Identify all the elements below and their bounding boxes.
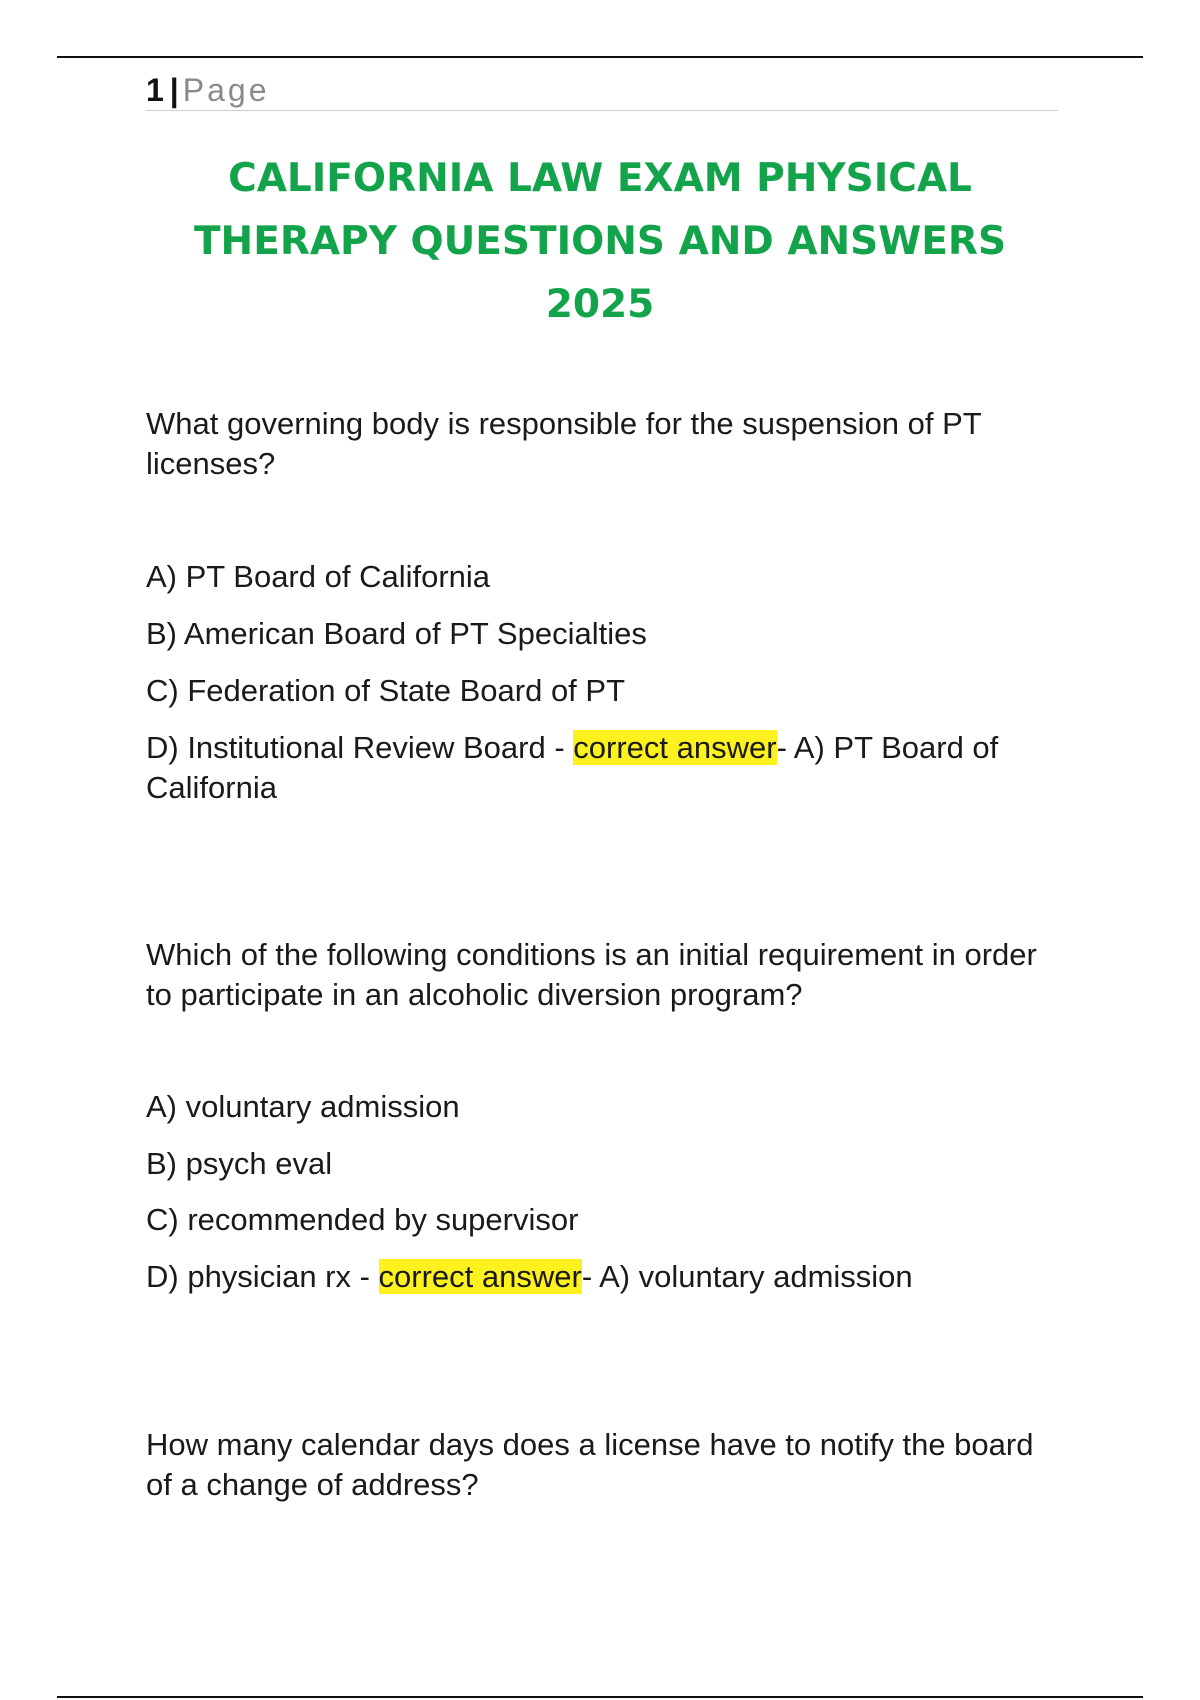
title-line-2: THERAPY QUESTIONS AND ANSWERS xyxy=(193,219,1007,264)
question-2-option-d xyxy=(146,1257,1046,1297)
question-1-option-a: A) PT Board of California xyxy=(146,559,491,594)
title-line-3: 2025 xyxy=(545,282,655,327)
question-2-answer-tag: correct answer xyxy=(378,1259,582,1294)
question-1-answer-tag: correct answer xyxy=(573,730,777,765)
page-label: Page xyxy=(182,72,270,108)
document-title xyxy=(100,147,1100,336)
title-line-1: CALIFORNIA LAW EXAM PHYSICAL xyxy=(228,156,972,201)
question-2-option-c: C) recommended by supervisor xyxy=(146,1202,579,1237)
page-header xyxy=(146,70,1058,111)
question-1-text: What governing body is responsible for the suspension of PT licenses? xyxy=(146,406,982,481)
question-2-option-b: B) psych eval xyxy=(146,1146,333,1181)
question-3-text: How many calendar days does a license have to notify the board of a change of address? xyxy=(146,1427,1034,1502)
top-rule xyxy=(57,56,1143,58)
bottom-rule xyxy=(57,1696,1143,1698)
question-1-option-d-text: D) Institutional Review Board - xyxy=(146,730,574,765)
question-2-option-a: A) voluntary admission xyxy=(146,1089,460,1124)
question-1-option-c: C) Federation of State Board of PT xyxy=(146,673,626,708)
question-1-option-b: B) American Board of PT Specialties xyxy=(146,616,647,651)
page-number: 1 xyxy=(146,72,164,108)
question-2-option-d-text: D) physician rx - xyxy=(146,1259,379,1294)
question-1-option-d xyxy=(146,728,1046,808)
question-2-text: Which of the following conditions is an initial requirement in order to participate in an alcoholic diversion program? xyxy=(146,937,1037,1012)
page-separator: | xyxy=(169,72,179,108)
question-1-answer: - A) PT Board of California xyxy=(146,730,999,805)
question-2-answer: - A) voluntary admission xyxy=(581,1259,913,1294)
